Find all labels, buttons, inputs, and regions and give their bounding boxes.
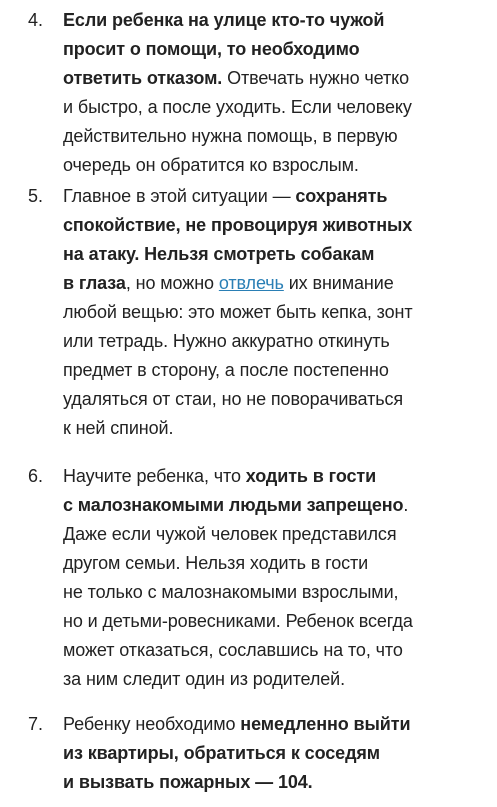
text-line: [63, 385, 483, 414]
text-line: [63, 768, 483, 797]
list-number: 6.: [28, 466, 44, 486]
body-text: Даже если чужой человек представился: [63, 524, 397, 544]
bold-text: на атаку. Нельзя смотреть собакам: [63, 244, 375, 264]
list-number: 4.: [28, 10, 44, 30]
bold-text: спокойствие, не провоцируя животных: [63, 215, 413, 235]
body-text: Ребенку необходимо: [63, 714, 241, 734]
text-line: [63, 35, 483, 64]
text-line: [63, 549, 483, 578]
body-text: другом семьи. Нельзя ходить в гости: [63, 553, 369, 573]
bold-text: ходить в гости: [245, 466, 377, 486]
bold-text: ответить отказом.: [63, 68, 223, 88]
bold-text: и вызвать пожарных — 104.: [63, 772, 313, 792]
body-text: любой вещью: это может быть кепка, зонт: [63, 302, 413, 322]
body-text: Научите ребенка, что: [63, 466, 246, 486]
text-line: [63, 211, 483, 240]
body-text: может отказаться, сославшись на то, что: [63, 640, 403, 660]
body-text: предмет в сторону, а после постепенно: [63, 360, 389, 380]
text-line: [63, 607, 483, 636]
text-line: [63, 491, 483, 520]
body-text: действительно нужна помощь, в первую: [63, 126, 398, 146]
body-text: , но можно: [125, 273, 219, 293]
list-number: 5.: [28, 186, 44, 206]
text-line: [63, 240, 483, 269]
body-text: за ним следит один из родителей.: [63, 669, 345, 689]
text-line: [63, 327, 483, 356]
text-line: [63, 578, 483, 607]
text-line: [63, 710, 483, 739]
text-line: [63, 636, 483, 665]
list-item-text: [63, 710, 483, 797]
text-line: [63, 64, 483, 93]
text-line: [63, 93, 483, 122]
inline-link[interactable]: отвлечь: [218, 273, 284, 293]
body-text: Главное в этой ситуации —: [63, 186, 296, 206]
list-item-text: [63, 182, 483, 443]
body-text: .: [403, 495, 409, 515]
list-number: 7.: [28, 714, 44, 734]
text-line: [63, 462, 483, 491]
text-line: [63, 739, 483, 768]
body-text: не только с малознакомыми взрослыми,: [63, 582, 399, 602]
text-line: [63, 269, 483, 298]
body-text: но и детьми-ровесниками. Ребенок всегда: [63, 611, 413, 631]
body-text: их внимание: [283, 273, 394, 293]
text-line: [63, 414, 483, 443]
text-line: [63, 6, 483, 35]
text-line: [63, 182, 483, 211]
text-line: [63, 665, 483, 694]
text-line: [63, 151, 483, 180]
bold-text: немедленно выйти: [240, 714, 411, 734]
body-text: очередь он обратится ко взрослым.: [63, 155, 359, 175]
bold-text: сохранять: [295, 186, 388, 206]
bold-text: в глаза: [63, 273, 126, 293]
bold-text: из квартиры, обратиться к соседям: [63, 743, 381, 763]
list-item-text: [63, 6, 483, 180]
bold-text: с малознакомыми людьми запрещено: [63, 495, 404, 515]
bold-text: просит о помощи, то необходимо: [63, 39, 360, 59]
text-line: [63, 356, 483, 385]
body-text: к ней спиной.: [63, 418, 174, 438]
body-text: Отвечать нужно четко: [222, 68, 409, 88]
text-line: [63, 122, 483, 151]
text-line: [63, 520, 483, 549]
text-line: [63, 298, 483, 327]
bold-text: Если ребенка на улице кто-то чужой: [63, 10, 385, 30]
body-text: или тетрадь. Нужно аккуратно откинуть: [63, 331, 390, 351]
body-text: удаляться от стаи, но не поворачиваться: [63, 389, 404, 409]
list-item-text: [63, 462, 483, 694]
body-text: и быстро, а после уходить. Если человеку: [63, 97, 412, 117]
